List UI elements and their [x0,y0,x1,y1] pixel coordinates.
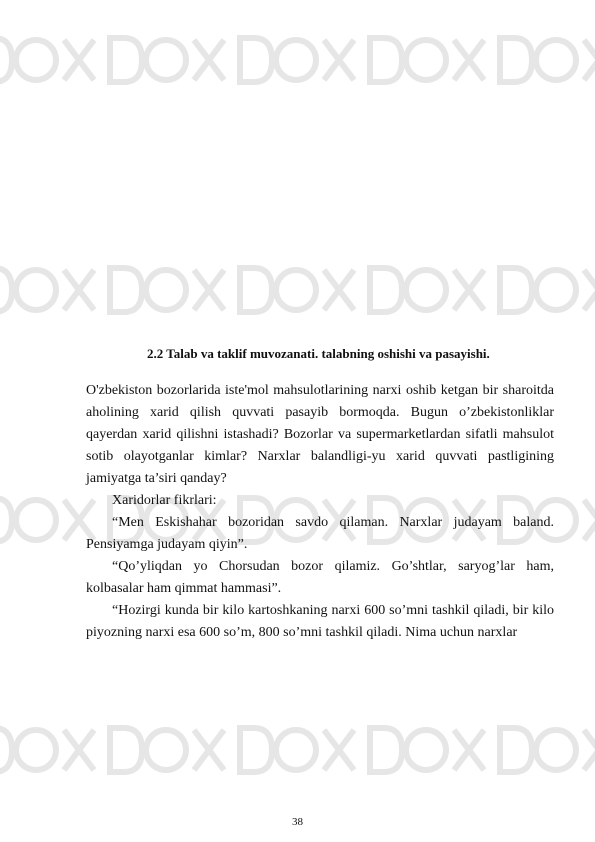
watermark-logo [0,268,94,312]
body-text [86,380,554,644]
watermark-logo [370,268,484,312]
watermark-logo [0,728,94,772]
watermark-logo [110,268,224,312]
paragraph-quote-1: “Men Eskishahar bozoridan savdo qilaman. Narxlar judayam baland. Pensiyamga judayam qiyin”. [86,515,554,552]
page-number: 38 [292,816,303,828]
paragraph-quote-2: “Qo’yliqdan yo Chorsudan bozor qilamiz. Go’shtlar, saryog’lar ham, kolbasalar ham qimmat hammasi”. [86,559,554,596]
section-heading: 2.2 Talab va taklif muvozanati. talabning oshishi va pasayishi. [147,346,490,361]
watermark-logo [240,268,354,312]
watermark-logo [500,728,595,772]
paragraph-quote-3: “Hozirgi kunda bir kilo kartoshkaning narxi 600 so’mni tashkil qiladi, bir kilo piyozning narxi esa 600 so’m, 800 so’mni tashkil qiladi. Nima uchun narxlar [86,603,554,640]
watermark-logo [110,728,224,772]
watermark-logo [110,38,224,82]
watermark-logo [370,38,484,82]
paragraph-buyers-label: Xaridorlar fikrlari: [112,493,217,508]
watermark-logo [370,728,484,772]
watermark-logo [0,38,94,82]
watermark-logo [500,268,595,312]
watermark-logo [240,38,354,82]
watermark-logo [500,38,595,82]
watermark-logo [240,728,354,772]
watermark-logo [0,498,94,542]
paragraph-intro: O'zbekiston bozorlarida iste'mol mahsulotlarining narxi oshib ketgan bir sharoitda aholining xarid qilish quvvati pasayib bormoqda. Bugun o’zbekistonliklar qayerdan xarid qilishni istashadi? Bozorlar va supermarketlardan sifatli mahsulot sotib olayotganlar kimlar? Narxlar balandligi-yu xarid quvvati pastligining jamiyatga ta’siri qanday? [86,383,554,486]
